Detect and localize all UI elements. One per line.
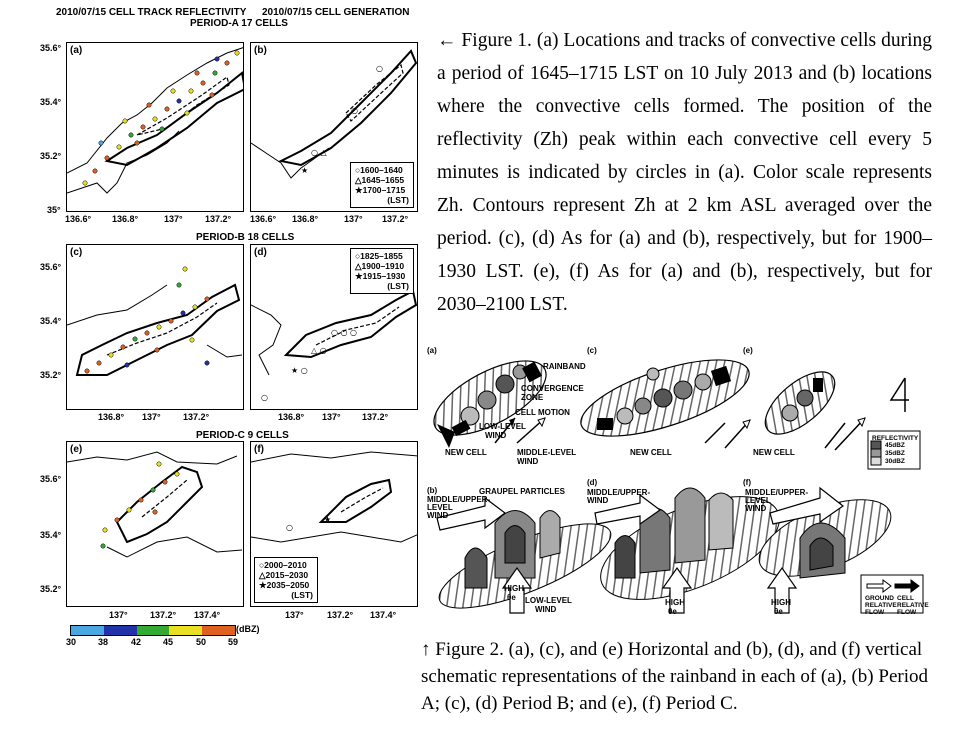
low-level-label: LOW-LEVEL bbox=[525, 596, 572, 605]
colorbar bbox=[70, 625, 236, 636]
x-tick: 137.4° bbox=[194, 610, 221, 620]
rainband-label: RAINBAND bbox=[543, 362, 586, 371]
y-tick: 35.2° bbox=[40, 370, 62, 380]
x-tick: 137° bbox=[142, 412, 161, 422]
figure-2 bbox=[425, 338, 955, 620]
legend-item: (LST) bbox=[387, 281, 409, 291]
colorbar-unit: (dBZ) bbox=[236, 624, 260, 634]
fig2-label-a: (a) bbox=[427, 346, 437, 355]
legend-item: △1645–1655 bbox=[355, 175, 405, 185]
y-tick: 35.6° bbox=[40, 262, 62, 272]
legend-f bbox=[254, 557, 318, 603]
level-label: LEVEL bbox=[427, 503, 453, 512]
panel-label: (b) bbox=[254, 45, 267, 56]
low-level-label: LOW-LEVEL bbox=[479, 422, 526, 431]
colorbar-tick: 45 bbox=[163, 637, 174, 647]
fig1-panel-b bbox=[250, 42, 418, 212]
svg-text:★: ★ bbox=[301, 166, 309, 175]
fig2-label-f: (f) bbox=[743, 478, 751, 487]
wind-label: WIND bbox=[517, 457, 539, 466]
svg-text:△ ○: △ ○ bbox=[311, 346, 327, 355]
colorbar-tick: 30 bbox=[66, 637, 77, 647]
legend-item: ○2000–2010 bbox=[259, 560, 307, 570]
fig1-panel-f bbox=[250, 441, 418, 607]
dbz30-label: 30dBZ bbox=[885, 458, 905, 465]
fig1-period-b: PERIOD-B 18 CELLS bbox=[196, 232, 295, 243]
x-tick: 137.2° bbox=[327, 610, 354, 620]
legend-item: ○1825–1855 bbox=[355, 251, 403, 261]
fig2-label-e: (e) bbox=[743, 346, 753, 355]
wind-label: WIND bbox=[745, 504, 767, 513]
x-tick: 137° bbox=[322, 412, 341, 422]
legend-item: ★2035–2050 bbox=[259, 580, 310, 590]
colorbar-seg bbox=[71, 626, 104, 635]
x-tick: 136.6° bbox=[65, 214, 92, 224]
level-label: LEVEL bbox=[745, 496, 771, 505]
wind-label: WIND bbox=[587, 496, 609, 505]
middle-upper-label: MIDDLE/UPPER- bbox=[745, 488, 809, 497]
figure-1-caption: ← Figure 1. (a) Locations and tracks of convective cells during a period of 1645–1715 LST on 10 July 2013 and (b) locations where the convective cells formed. The position of the reflectivity (Zh) peak within each convective cell every 5 minutes is indicated by circles in (a). Color scale represents Zh. Contours represent Zh at 2 km ASL averaged over the period. (c), (d) As for (a) and (b), respectively, but for 1900–1930 LST. (e), (f) As for (a) and (b), respectively, but for 2030–2100 LST. bbox=[437, 30, 932, 315]
dbz35-label: 35dBZ bbox=[885, 450, 905, 457]
high-label: HIGH bbox=[771, 598, 791, 607]
y-tick: 35.4° bbox=[40, 316, 62, 326]
x-tick: 136.8° bbox=[98, 412, 125, 422]
theta-label: θe bbox=[507, 593, 516, 602]
y-tick: 35.6° bbox=[40, 43, 62, 53]
panel-e-map bbox=[67, 442, 244, 607]
cell-label: CELL bbox=[897, 595, 914, 602]
new-cell-label: NEW CELL bbox=[753, 448, 795, 457]
y-tick: 35.2° bbox=[40, 584, 62, 594]
ground-label: GROUND bbox=[865, 595, 894, 602]
high-label: HIGH bbox=[504, 584, 524, 593]
legend-item: ○1600–1640 bbox=[355, 165, 403, 175]
legend-item: (LST) bbox=[387, 195, 409, 205]
svg-text:○: ○ bbox=[261, 393, 268, 402]
x-tick: 137.2° bbox=[382, 214, 409, 224]
graupel-label: GRAUPEL PARTICLES bbox=[479, 487, 565, 496]
panel-a-map bbox=[67, 43, 244, 212]
fig1-header-right: 2010/07/15 CELL GENERATION bbox=[262, 7, 410, 18]
panel-c-map bbox=[67, 245, 244, 410]
fig2-label-d: (d) bbox=[587, 478, 598, 487]
relative-label: RELATIVE bbox=[897, 602, 929, 609]
flow-label: FLOW bbox=[897, 609, 917, 616]
wind-label: WIND bbox=[485, 431, 507, 440]
colorbar-seg bbox=[137, 626, 170, 635]
panel-label: (e) bbox=[70, 444, 83, 455]
legend-item: ★1915–1930 bbox=[355, 271, 406, 281]
panel-label: (f) bbox=[254, 444, 264, 455]
new-cell-label: NEW CELL bbox=[445, 448, 487, 457]
y-tick: 35.4° bbox=[40, 97, 62, 107]
new-cell-label: NEW CELL bbox=[630, 448, 672, 457]
y-tick: 35.6° bbox=[40, 474, 62, 484]
svg-text:○: ○ bbox=[351, 106, 358, 115]
svg-text:★ ○: ★ ○ bbox=[291, 366, 308, 375]
legend-b bbox=[350, 162, 414, 208]
fig1-period-a: PERIOD-A 17 CELLS bbox=[190, 18, 288, 29]
cell-track-points bbox=[101, 462, 179, 548]
figure-2-caption: ↑ Figure 2. (a), (c), and (e) Horizontal and (b), (d), and (f) vertical schematic representations of the rainband in each of (a), (b) Period A; (c), (d) Period B; and (e), (f) Period C. bbox=[421, 639, 928, 714]
fig2-label-c: (c) bbox=[587, 346, 597, 355]
x-tick: 136.8° bbox=[112, 214, 139, 224]
colorbar-tick: 42 bbox=[131, 637, 142, 647]
colorbar-seg bbox=[202, 626, 235, 635]
svg-text:○: ○ bbox=[376, 64, 383, 73]
fig1-panel-e bbox=[66, 441, 244, 607]
x-tick: 137° bbox=[344, 214, 363, 224]
panel-label: (d) bbox=[254, 247, 267, 258]
x-tick: 137.2° bbox=[183, 412, 210, 422]
x-tick: 137° bbox=[164, 214, 183, 224]
fig1-panel-a bbox=[66, 42, 244, 212]
colorbar-seg bbox=[169, 626, 202, 635]
x-tick: 136.8° bbox=[278, 412, 305, 422]
wind-label: WIND bbox=[427, 511, 449, 520]
panel-label: (c) bbox=[70, 247, 83, 258]
x-tick: 137.4° bbox=[370, 610, 397, 620]
colorbar-tick: 59 bbox=[228, 637, 239, 647]
legend-item: (LST) bbox=[291, 590, 313, 600]
y-tick: 35° bbox=[47, 205, 61, 215]
svg-text:○ ○ ○: ○ ○ ○ bbox=[331, 328, 358, 337]
colorbar-tick: 38 bbox=[98, 637, 109, 647]
x-tick: 137.2° bbox=[150, 610, 177, 620]
zone-label: ZONE bbox=[521, 393, 544, 402]
legend-d bbox=[350, 248, 414, 294]
legend-item: ★1700–1715 bbox=[355, 185, 406, 195]
reflectivity-legend-title: REFLECTIVITY bbox=[872, 435, 919, 442]
x-tick: 137.2° bbox=[362, 412, 389, 422]
y-tick: 35.2° bbox=[40, 151, 62, 161]
svg-text:○: ○ bbox=[286, 523, 293, 532]
cell-motion-label: CELL MOTION bbox=[515, 408, 570, 417]
legend-item: △1900–1910 bbox=[355, 261, 405, 271]
fig2-label-b: (b) bbox=[427, 486, 438, 495]
fig1-header-left: 2010/07/15 CELL TRACK REFLECTIVITY bbox=[56, 7, 247, 18]
figure-2-schematic bbox=[425, 338, 955, 620]
colorbar-tick: 50 bbox=[196, 637, 207, 647]
theta-label: θe bbox=[668, 607, 677, 616]
wind-label: WIND bbox=[535, 605, 557, 614]
colorbar-seg bbox=[104, 626, 137, 635]
relative-label: RELATIVE bbox=[865, 602, 897, 609]
svg-text:★: ★ bbox=[324, 515, 332, 524]
fig1-period-c: PERIOD-C 9 CELLS bbox=[196, 430, 289, 441]
convergence-label: CONVERGENCE bbox=[521, 384, 584, 393]
x-tick: 136.6° bbox=[250, 214, 277, 224]
cell-track-points bbox=[83, 51, 239, 185]
x-tick: 137° bbox=[109, 610, 128, 620]
fig1-panel-d bbox=[250, 244, 418, 410]
high-label: HIGH bbox=[665, 598, 685, 607]
dbz45-label: 45dBZ bbox=[885, 442, 905, 449]
panel-label: (a) bbox=[70, 45, 83, 56]
x-tick: 137° bbox=[285, 610, 304, 620]
x-tick: 136.8° bbox=[292, 214, 319, 224]
flow-label: FLOW bbox=[865, 609, 885, 616]
svg-text:○ △: ○ △ bbox=[311, 148, 327, 157]
legend-item: △2015–2030 bbox=[259, 570, 309, 580]
theta-label: θe bbox=[774, 607, 783, 616]
x-tick: 137.2° bbox=[205, 214, 232, 224]
y-tick: 35.4° bbox=[40, 530, 62, 540]
middle-upper-label: MIDDLE/UPPER- bbox=[427, 495, 491, 504]
middle-upper-label: MIDDLE/UPPER- bbox=[587, 488, 651, 497]
fig1-panel-c bbox=[66, 244, 244, 410]
middle-level-label: MIDDLE-LEVEL bbox=[517, 448, 577, 457]
